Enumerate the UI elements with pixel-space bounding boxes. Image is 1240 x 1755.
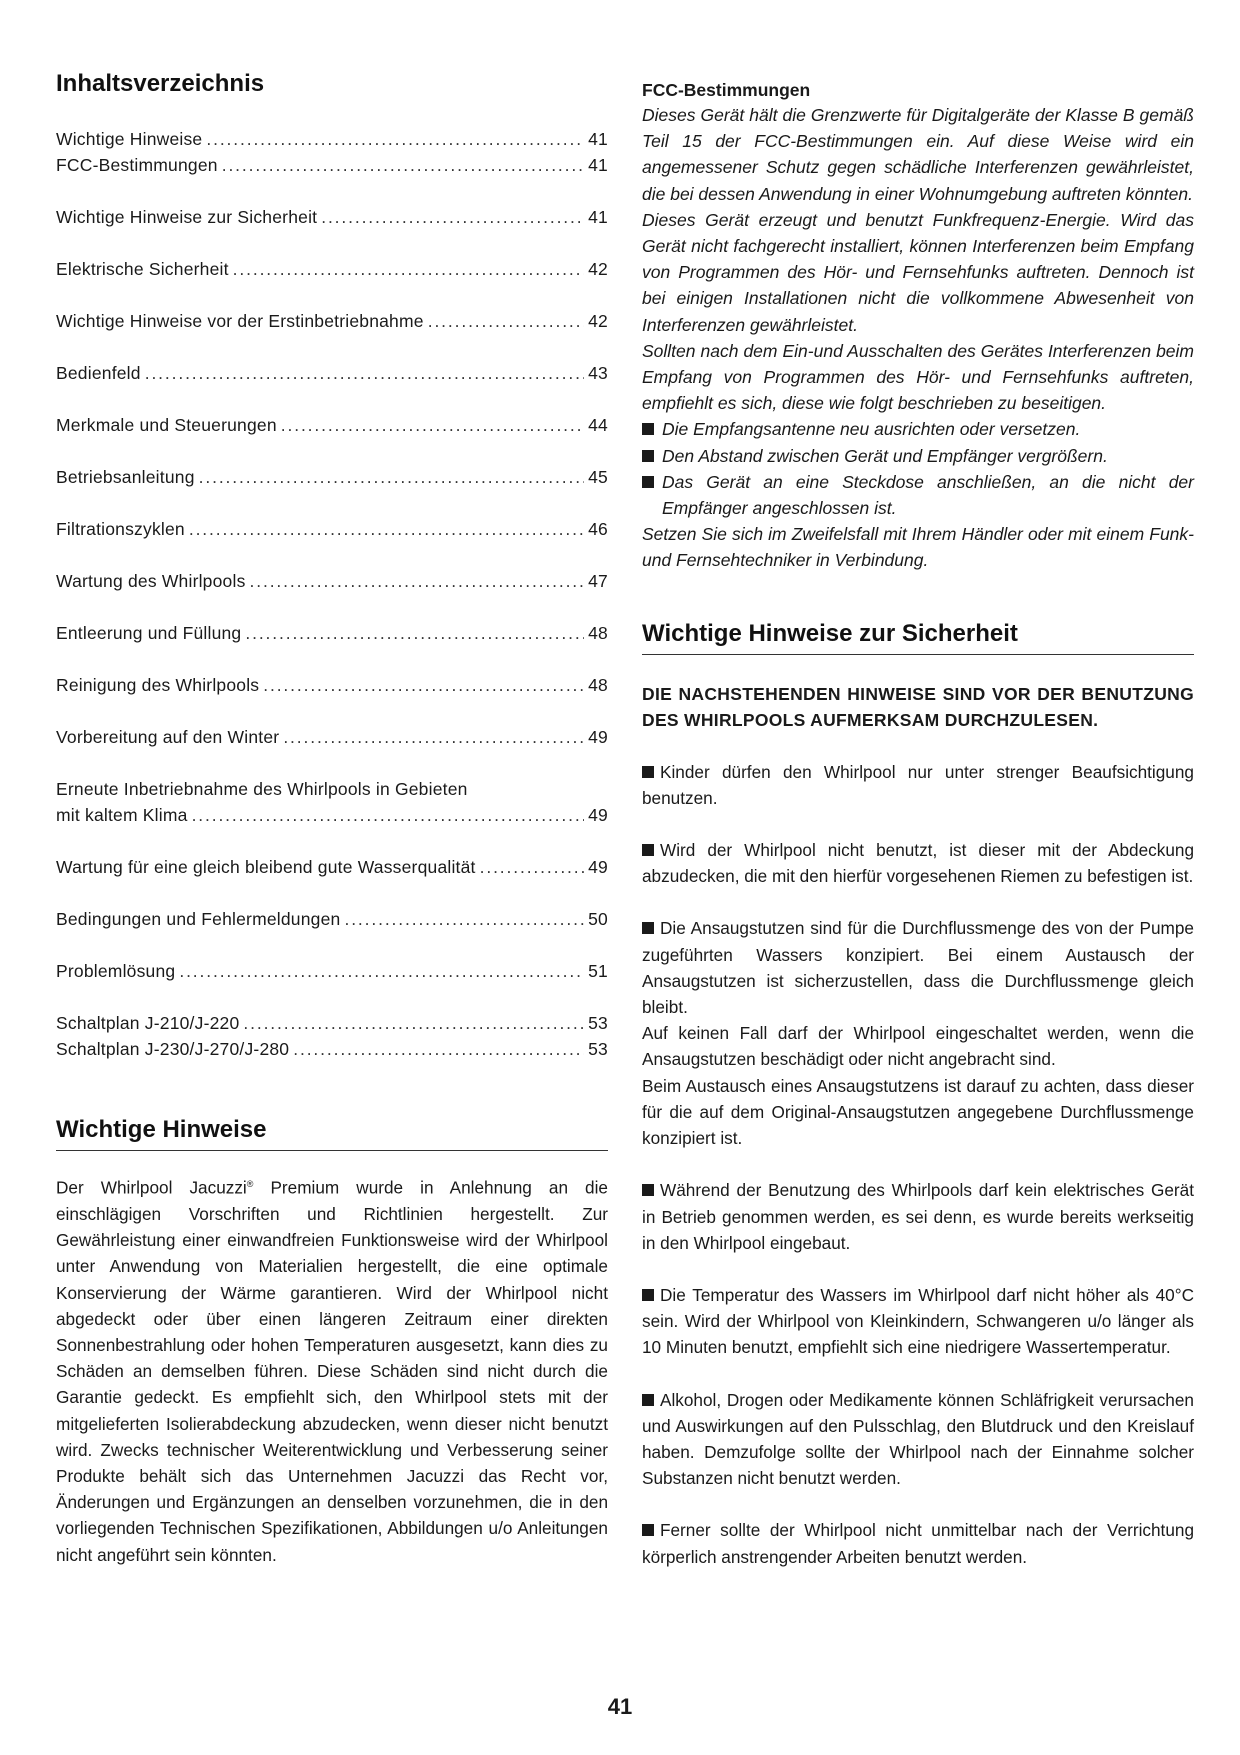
toc-entry-page: 53 [588,1039,608,1059]
toc-group [56,906,608,932]
toc-dot-leader [283,724,584,750]
safety-item-paragraph [642,1387,1194,1492]
toc-dot-leader [145,360,584,386]
toc-group [56,256,608,282]
toc-entry[interactable] [56,204,608,230]
toc-entry-page: 51 [588,961,608,981]
toc-entry-page: 47 [588,571,608,591]
toc-group [56,672,608,698]
toc-dot-leader [321,204,584,230]
toc-group [56,516,608,542]
fcc-paragraph-4: Setzen Sie sich im Zweifelsfall mit Ihrem Händler oder mit einem Funk- und Fernsehtechniker in Verbindung. [642,524,1194,571]
fcc-bullet-text: Die Empfangsantenne neu ausrichten oder versetzen. [662,419,1081,440]
square-bullet-icon [642,423,654,435]
safety-item-paragraph [642,1177,1194,1256]
toc-entry-page: 53 [588,1013,608,1033]
fcc-bullet-text: Den Abstand zwischen Gerät und Empfänger vergrößern. [662,445,1108,466]
safety-item-text: Ferner sollte der Whirlpool nicht unmittelbar nach der Verrichtung körperlich anstrengender Arbeiten benutzt werden. [642,1520,1194,1567]
toc-entry[interactable] [56,412,608,438]
toc-group [56,464,608,490]
toc-dot-leader [206,126,584,152]
safety-item [642,759,1194,811]
fcc-title: FCC-Bestimmungen [642,80,811,100]
toc-entry-title: Elektrische Sicherheit [56,259,229,279]
fcc-bullet-text: Das Gerät an eine Steckdose anschließen, an die nicht der Empfänger angeschlossen ist. [662,471,1194,519]
toc-entry[interactable] [56,516,608,542]
safety-item-paragraph [642,1020,1194,1072]
toc-entry-title: Wartung für eine gleich bleibend gute Wasserqualität [56,857,476,877]
toc-dot-leader [480,854,585,880]
safety-item-text: Kinder dürfen den Whirlpool nur unter strenger Beaufsichtigung benutzen. [642,761,1194,808]
square-bullet-icon [642,450,654,462]
safety-item [642,915,1194,1151]
safety-item-text: Während der Benutzung des Whirlpools darf kein elektrisches Gerät in Betrieb genommen werden, es sei denn, es wurde bereits werkseitig in den Whirlpool eingebaut. [642,1180,1194,1253]
fcc-bullet-list [642,416,1194,521]
toc-entry-title: Bedingungen und Fehlermeldungen [56,909,341,929]
toc-entry[interactable] [56,256,608,282]
fcc-paragraph-3: Sollten nach dem Ein-und Ausschalten des Gerätes Interferenzen beim Empfang von Programmen des Hör- und Fernsehfunks auftreten, empfiehlt es sich, diese wie folgt beschrieben zu beseitigen. [642,340,1194,414]
square-bullet-icon [642,922,654,934]
toc-entry[interactable] [56,1036,608,1062]
toc-dot-leader [179,958,584,984]
toc-entry-title: Reinigung des Whirlpools [56,675,260,695]
square-bullet-icon [642,1184,654,1196]
toc-entry-page: 42 [588,259,608,279]
safety-item [642,1177,1194,1256]
toc-dot-leader [189,516,584,542]
fcc-bullet-item [642,469,1194,521]
toc-entry-title: Bedienfeld [56,363,141,383]
fcc-section [642,78,1194,574]
toc-dot-leader [263,672,584,698]
fcc-bullet-item [642,416,1194,442]
page-number: 41 [607,1694,633,1719]
sicherheit-section [642,620,1194,1570]
toc-dot-leader [281,412,584,438]
square-bullet-icon [642,476,654,488]
safety-item-paragraph [642,1073,1194,1152]
safety-item-text: Wird der Whirlpool nicht benutzt, ist dieser mit der Abdeckung abzudecken, die mit den hierfür vorgesehenen Riemen zu befestigen ist. [642,840,1194,887]
toc-entry-title: Wartung des Whirlpools [56,571,246,591]
square-bullet-icon [642,766,654,778]
toc-entry-title: Schaltplan J-230/J-270/J-280 [56,1039,290,1059]
toc-entry[interactable] [56,724,608,750]
toc-entry-title: Erneute Inbetriebnahme des Whirlpools in Gebieten [56,779,468,799]
square-bullet-icon [642,1289,654,1301]
toc-entry[interactable] [56,126,608,152]
toc-group [56,308,608,334]
toc-entry-page: 41 [588,207,608,227]
toc-entry-page: 50 [588,909,608,929]
toc-entry-title: Schaltplan J-210/J-220 [56,1013,240,1033]
toc-entry-page: 49 [588,857,608,877]
square-bullet-icon [642,844,654,856]
fcc-bullet-item [642,443,1194,469]
toc-entry[interactable] [56,906,608,932]
toc-group [56,724,608,750]
toc-group [56,1010,608,1062]
toc-group [56,958,608,984]
right-column [642,78,1194,1596]
toc-entry[interactable] [56,1010,608,1036]
toc-entry-title: Filtrationszyklen [56,519,185,539]
toc-entry-page: 48 [588,675,608,695]
square-bullet-icon [642,1524,654,1536]
toc-dot-leader [243,1010,584,1036]
safety-item [642,1387,1194,1492]
toc-entry-title: mit kaltem Klima [56,805,188,825]
sicherheit-caps-warning: DIE NACHSTEHENDEN HINWEISE SIND VOR DER BENUTZUNG DES WHIRLPOOLS AUFMERKSAM DURCHZULESEN. [642,683,1194,730]
toc-entry-page: 44 [588,415,608,435]
toc-entry[interactable] [56,360,608,386]
safety-item-paragraph [642,1517,1194,1569]
toc-entry-page: 41 [588,155,608,175]
toc-group [56,360,608,386]
toc-entry-title: Entleerung und Füllung [56,623,242,643]
wichtige-hinweise-section [56,1116,608,1568]
toc-group [56,412,608,438]
toc-entry-title: Problemlösung [56,961,176,981]
toc-entry-page: 45 [588,467,608,487]
toc-entry[interactable] [56,568,608,594]
safety-item-paragraph [642,915,1194,1020]
safety-item [642,837,1194,889]
toc-dot-leader [344,906,584,932]
safety-item-text: Die Temperatur des Wassers im Whirlpool darf nicht höher als 40°C sein. Wird der Whirlpool von Kleinkindern, Schwangeren u/o länger als 10 Minuten benutzt, empfiehlt sich eine niedrigere Wassertemperatur. [642,1284,1194,1358]
toc-entry-title: Wichtige Hinweise [56,129,203,149]
toc-entry-title: Wichtige Hinweise vor der Erstinbetriebnahme [56,311,424,331]
toc-entry-page: 42 [588,311,608,331]
fcc-paragraph-1: Dieses Gerät hält die Grenzwerte für Digitalgeräte der Klasse B gemäß Teil 15 der FCC-Bestimmungen ein. Auf diese Weise wird ein angemessener Schutz gegen schädliche Interferenzen gewährleistet, die bei dessen Anwendung in einer Wohnumgebung auftreten könnten. [642,105,1194,204]
wichtige-hinweise-text: Der Whirlpool Jacuzzi® Premium wurde in Anlehnung an die einschlägigen Vorschriften und Richtlinien hergestellt. Zur Gewährleistung einer einwandfreien Funktionsweise wird der Whirlpool unter Anwendung von Materialien hergestellt, die eine optimale Konservierung der Wärme garantieren. Wird der Whirlpool nicht abgedeckt oder über einen längeren Zeitraum einer direkten Sonnenbestrahlung oder hohen Temperaturen ausgesetzt, kann dies zu Schäden an demselben führen. Diese Schäden sind nicht durch die Garantie gedeckt. Es empfiehlt sich, den Whirlpool stets mit der mitgelieferten Isolierabdeckung abzudecken, wenn dieser nicht benutzt wird. Zwecks technischer Weiterentwicklung und Verbesserung seiner Produkte behält sich das Unternehmen Jacuzzi das Recht vor, Änderungen und Ergänzungen an denselben vorzunehmen, die in den vorliegenden Technischen Spezifikationen, Abbildungen u/o Anleitungen nicht angeführt sein könnten. [56,1177,608,1565]
toc-entry-page: 46 [588,519,608,539]
toc-entry-title: Vorbereitung auf den Winter [56,727,280,747]
safety-item [642,1517,1194,1569]
toc-dot-leader [192,802,585,828]
safety-item-text: Beim Austausch eines Ansaugstutzens ist darauf zu achten, dass dieser für die auf dem Original-Ansaugstutzen angegebene Durchflussmenge konzipiert ist. [642,1075,1194,1149]
safety-item-paragraph [642,759,1194,811]
toc-entry-page: 49 [588,727,608,747]
toc-entry[interactable] [56,958,608,984]
left-column [56,70,608,1568]
toc-dot-leader [233,256,584,282]
toc-entry-title: Betriebsanleitung [56,467,195,487]
toc-entry[interactable] [56,152,608,178]
toc-entry-title: Wichtige Hinweise zur Sicherheit [56,207,318,227]
registered-mark: ® [246,1179,254,1189]
toc-group [56,620,608,646]
toc-group [56,854,608,880]
toc-group [56,204,608,230]
toc-entry[interactable] [56,776,608,802]
safety-item-text: Die Ansaugstutzen sind für die Durchflussmenge des von der Pumpe zugeführten Wassers konzipiert. Bei einem Austausch der Ansaugstutzen ist sicherzustellen, dass die Durchflussmenge gleich bleibt. [642,918,1194,1018]
safety-item-text: Auf keinen Fall darf der Whirlpool eingeschaltet werden, wenn die Ansaugstutzen beschädigt oder nicht angebracht sind. [642,1023,1194,1070]
safety-item-text: Alkohol, Drogen oder Medikamente können Schläfrigkeit verursachen und Auswirkungen auf den Pulsschlag, den Blutdruck und den Kreislauf haben. Demzufolge sollte der Whirlpool nach der Einnahme solcher Substanzen nicht benutzt werden. [642,1389,1194,1489]
toc-entry[interactable] [56,802,608,828]
toc-entry[interactable] [56,854,608,880]
toc-dot-leader [293,1036,584,1062]
sicherheit-heading: Wichtige Hinweise zur Sicherheit [642,620,1194,655]
toc-title: Inhaltsverzeichnis [56,70,265,97]
wichtige-hinweise-heading: Wichtige Hinweise [56,1116,608,1151]
toc-entry-title: Merkmale und Steuerungen [56,415,277,435]
toc-entry-title: FCC-Bestimmungen [56,155,218,175]
toc-group [56,568,608,594]
toc-dot-leader [245,620,584,646]
toc-group [56,126,608,178]
toc-entry[interactable] [56,464,608,490]
toc-entry[interactable] [56,672,608,698]
toc-entry[interactable] [56,620,608,646]
toc-dot-leader [199,464,584,490]
safety-item [642,1282,1194,1361]
toc-dot-leader [222,152,584,178]
safety-item-paragraph [642,837,1194,889]
toc-entry[interactable] [56,308,608,334]
toc-entry-page: 49 [588,805,608,825]
table-of-contents [56,126,608,1062]
safety-item-paragraph [642,1282,1194,1361]
toc-dot-leader [250,568,585,594]
fcc-paragraph-2: Dieses Gerät erzeugt und benutzt Funkfrequenz-Energie. Wird das Gerät nicht fachgerecht installiert, können Interferenzen beim Empfang von Programmen des Hör- und Fernsehfunks auftreten. Dennoch ist bei einigen Installationen nicht die vollkommene Abwesenheit von Interferenzen gewährleistet. [642,209,1194,335]
toc-group [56,776,608,828]
sicherheit-items [642,759,1194,1570]
square-bullet-icon [642,1394,654,1406]
toc-entry-page: 43 [588,363,608,383]
toc-dot-leader [428,308,584,334]
toc-entry-page: 41 [588,129,608,149]
toc-entry-page: 48 [588,623,608,643]
